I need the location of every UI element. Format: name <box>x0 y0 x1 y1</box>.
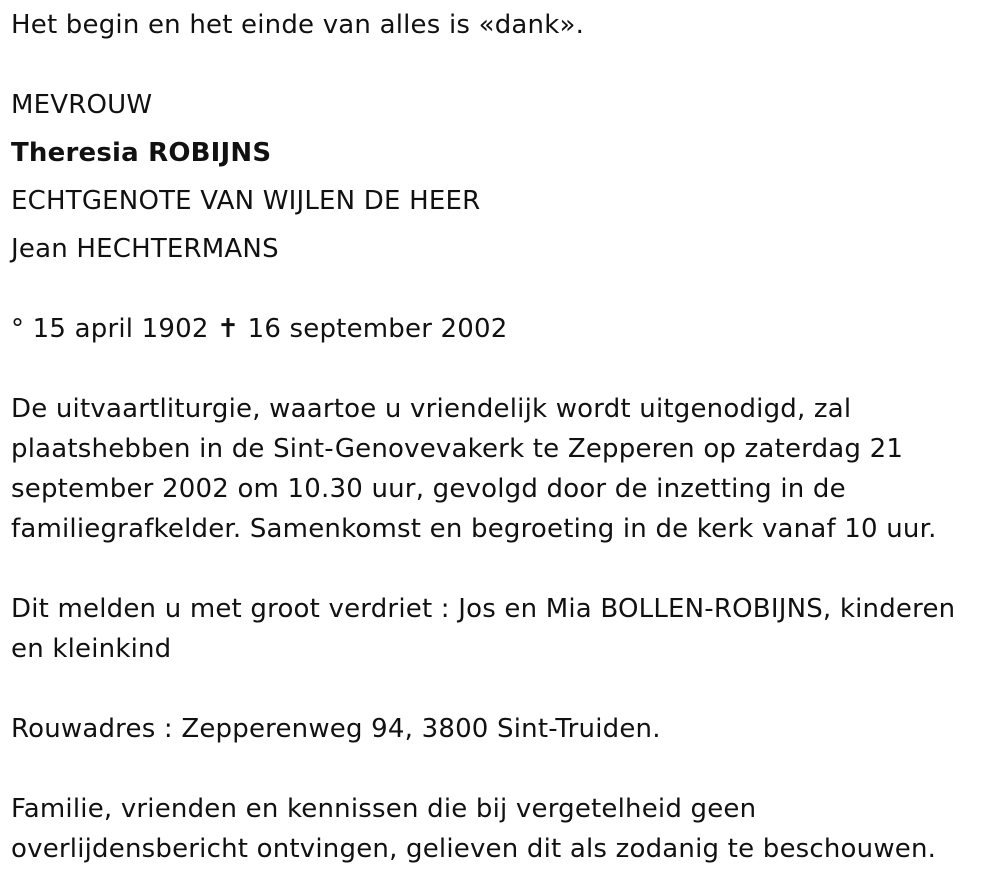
spouse-intro: ECHTGENOTE VAN WIJLEN DE HEER <box>11 186 481 216</box>
mourning-address: Rouwadres : Zepperenweg 94, 3800 Sint-Truiden. <box>11 714 661 744</box>
title-prefix: MEVROUW <box>11 90 153 120</box>
funeral-line: familiegrafkelder. Samenkomst en begroeting in de kerk vanaf 10 uur. <box>11 514 937 544</box>
life-dates <box>11 309 508 349</box>
cross-icon: ✝ <box>217 314 240 344</box>
closing-line: Familie, vrienden en kennissen die bij vergetelheid geen <box>11 794 757 824</box>
funeral-line: De uitvaartliturgie, waartoe u vriendelijk wordt uitgenodigd, zal <box>11 394 852 424</box>
deceased-name: Theresia ROBIJNS <box>11 138 272 168</box>
family-line: Dit melden u met groot verdriet : Jos en Mia BOLLEN-ROBIJNS, kinderen <box>11 594 956 624</box>
spouse-name: Jean HECHTERMANS <box>11 234 279 264</box>
closing-line: overlijdensbericht ontvingen, gelieven dit als zodanig te beschouwen. <box>11 834 937 864</box>
funeral-line: september 2002 om 10.30 uur, gevolgd door de inzetting in de <box>11 474 846 504</box>
funeral-line: plaatshebben in de Sint-Genovevakerk te Zepperen op zaterdag 21 <box>11 434 904 464</box>
opening-quote: Het begin en het einde van alles is «dank». <box>11 10 585 40</box>
family-line: en kleinkind <box>11 634 172 664</box>
birth-date: 15 april 1902 <box>32 314 209 344</box>
death-date: 16 september 2002 <box>247 314 508 344</box>
birth-symbol: ° <box>11 314 25 344</box>
